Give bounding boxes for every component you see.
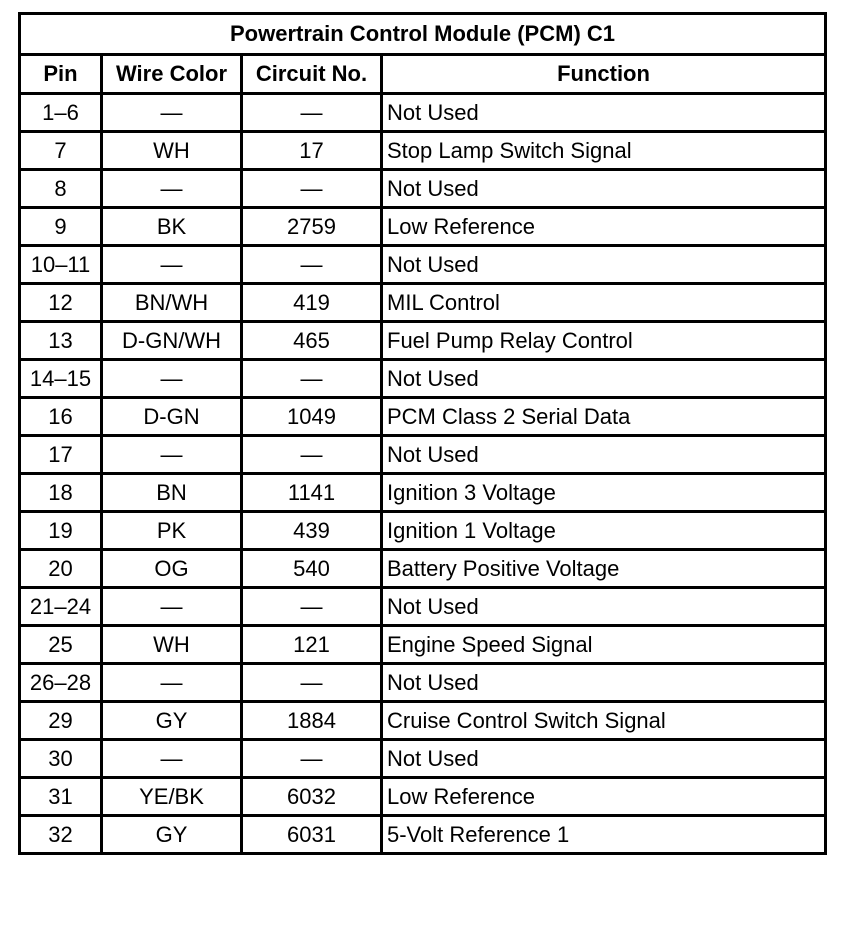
cell-circuit-no: 1049 [242, 398, 382, 436]
cell-pin: 18 [20, 474, 102, 512]
table-row [20, 322, 826, 360]
cell-function: PCM Class 2 Serial Data [382, 398, 826, 436]
table-row [20, 170, 826, 208]
cell-pin: 14–15 [20, 360, 102, 398]
cell-pin: 10–11 [20, 246, 102, 284]
table-row [20, 398, 826, 436]
table-row [20, 816, 826, 854]
table-row [20, 132, 826, 170]
cell-pin: 1–6 [20, 94, 102, 132]
cell-pin: 29 [20, 702, 102, 740]
header-function: Function [382, 55, 826, 94]
table-row [20, 550, 826, 588]
table-row [20, 360, 826, 398]
cell-wire-color: WH [102, 132, 242, 170]
cell-pin: 12 [20, 284, 102, 322]
cell-function: Ignition 3 Voltage [382, 474, 826, 512]
cell-circuit-no: 6032 [242, 778, 382, 816]
cell-circuit-no: 2759 [242, 208, 382, 246]
cell-circuit-no: — [242, 360, 382, 398]
cell-circuit-no: — [242, 740, 382, 778]
cell-function: Stop Lamp Switch Signal [382, 132, 826, 170]
cell-wire-color: — [102, 94, 242, 132]
cell-wire-color: GY [102, 816, 242, 854]
cell-function: Not Used [382, 588, 826, 626]
header-circuit-no: Circuit No. [242, 55, 382, 94]
cell-pin: 13 [20, 322, 102, 360]
cell-wire-color: — [102, 588, 242, 626]
cell-function: Not Used [382, 740, 826, 778]
header-wire-color: Wire Color [102, 55, 242, 94]
cell-circuit-no: — [242, 246, 382, 284]
table-row [20, 778, 826, 816]
table-row [20, 702, 826, 740]
cell-wire-color: PK [102, 512, 242, 550]
cell-pin: 21–24 [20, 588, 102, 626]
cell-function: MIL Control [382, 284, 826, 322]
cell-wire-color: GY [102, 702, 242, 740]
cell-function: Not Used [382, 94, 826, 132]
title-row [20, 14, 826, 55]
cell-function: Battery Positive Voltage [382, 550, 826, 588]
cell-wire-color: BN [102, 474, 242, 512]
header-row [20, 55, 826, 94]
cell-circuit-no: — [242, 170, 382, 208]
cell-circuit-no: 1884 [242, 702, 382, 740]
cell-function: Ignition 1 Voltage [382, 512, 826, 550]
cell-pin: 7 [20, 132, 102, 170]
table-row [20, 474, 826, 512]
cell-wire-color: — [102, 740, 242, 778]
table-body [20, 94, 826, 854]
table-row [20, 284, 826, 322]
cell-pin: 20 [20, 550, 102, 588]
cell-wire-color: BN/WH [102, 284, 242, 322]
cell-function: Not Used [382, 436, 826, 474]
table-row [20, 208, 826, 246]
cell-function: Not Used [382, 170, 826, 208]
cell-pin: 16 [20, 398, 102, 436]
cell-circuit-no: 540 [242, 550, 382, 588]
cell-wire-color: D-GN/WH [102, 322, 242, 360]
cell-function: Fuel Pump Relay Control [382, 322, 826, 360]
header-pin: Pin [20, 55, 102, 94]
cell-pin: 25 [20, 626, 102, 664]
cell-circuit-no: 1141 [242, 474, 382, 512]
cell-wire-color: — [102, 664, 242, 702]
cell-circuit-no: — [242, 664, 382, 702]
cell-pin: 32 [20, 816, 102, 854]
cell-circuit-no: 439 [242, 512, 382, 550]
cell-circuit-no: 17 [242, 132, 382, 170]
cell-function: Not Used [382, 246, 826, 284]
table-row [20, 436, 826, 474]
table-row [20, 626, 826, 664]
cell-pin: 17 [20, 436, 102, 474]
cell-function: Cruise Control Switch Signal [382, 702, 826, 740]
cell-pin: 26–28 [20, 664, 102, 702]
cell-circuit-no: — [242, 94, 382, 132]
cell-circuit-no: 6031 [242, 816, 382, 854]
cell-wire-color: — [102, 436, 242, 474]
cell-wire-color: OG [102, 550, 242, 588]
pcm-connector-table [18, 12, 827, 855]
table-row [20, 246, 826, 284]
cell-pin: 30 [20, 740, 102, 778]
cell-wire-color: YE/BK [102, 778, 242, 816]
cell-function: Low Reference [382, 208, 826, 246]
table-row [20, 740, 826, 778]
table-title: Powertrain Control Module (PCM) C1 [20, 14, 826, 55]
cell-function: 5-Volt Reference 1 [382, 816, 826, 854]
cell-pin: 9 [20, 208, 102, 246]
cell-circuit-no: 419 [242, 284, 382, 322]
cell-function: Not Used [382, 360, 826, 398]
cell-circuit-no: — [242, 588, 382, 626]
cell-wire-color: — [102, 170, 242, 208]
cell-circuit-no: 121 [242, 626, 382, 664]
cell-circuit-no: 465 [242, 322, 382, 360]
cell-circuit-no: — [242, 436, 382, 474]
cell-pin: 8 [20, 170, 102, 208]
cell-function: Not Used [382, 664, 826, 702]
table-row [20, 512, 826, 550]
cell-pin: 31 [20, 778, 102, 816]
cell-wire-color: WH [102, 626, 242, 664]
cell-wire-color: — [102, 360, 242, 398]
cell-function: Engine Speed Signal [382, 626, 826, 664]
table-row [20, 94, 826, 132]
cell-wire-color: BK [102, 208, 242, 246]
cell-function: Low Reference [382, 778, 826, 816]
cell-wire-color: — [102, 246, 242, 284]
cell-wire-color: D-GN [102, 398, 242, 436]
table-row [20, 664, 826, 702]
table-row [20, 588, 826, 626]
cell-pin: 19 [20, 512, 102, 550]
